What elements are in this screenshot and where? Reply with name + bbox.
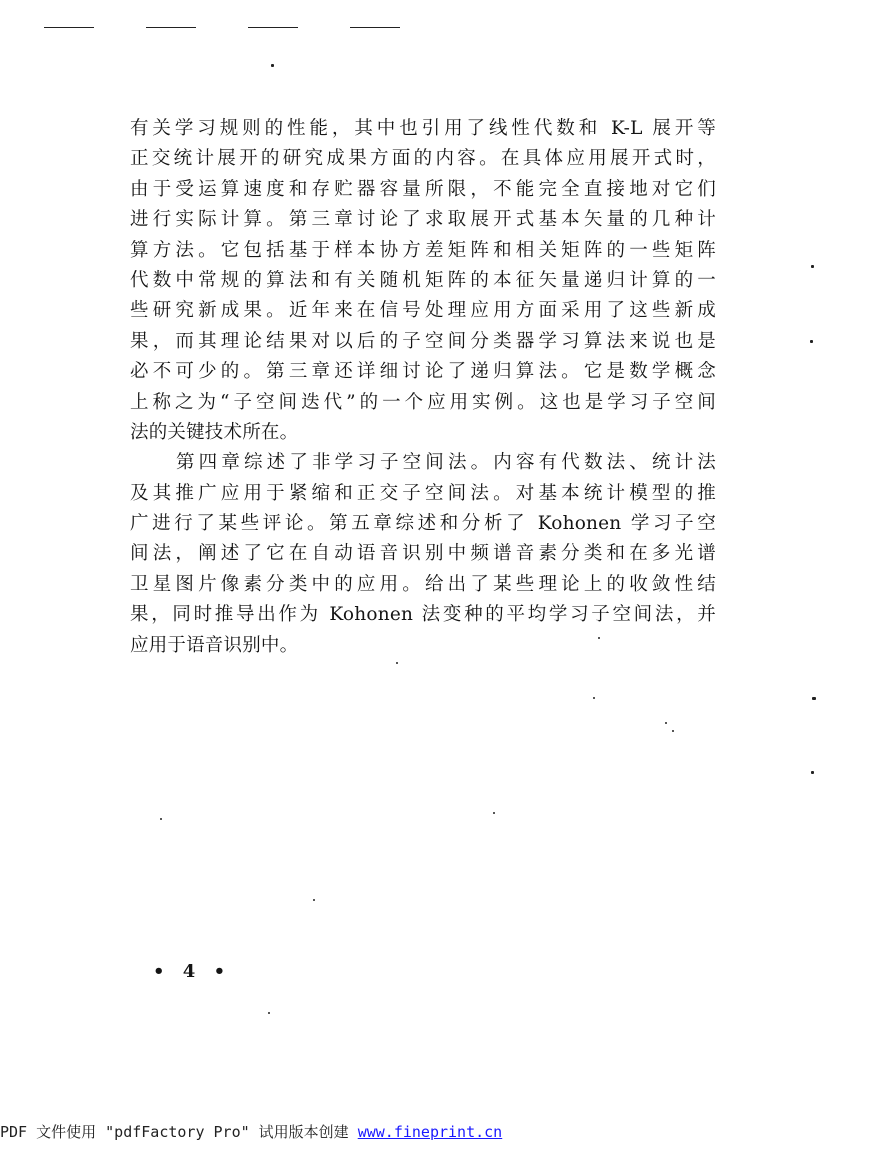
text-line: 果，同时推导出作为 Kohonen 法变种的平均学习子空间法，并 bbox=[130, 604, 716, 626]
text-line: 间法，阐述了它在自动语音识别中频谱音素分类和在多光谱 bbox=[130, 543, 716, 565]
text-line: 正交统计展开的研究成果方面的内容。在具体应用展开式时， bbox=[130, 148, 716, 170]
text-line: 法的关键技术所在。 bbox=[130, 421, 299, 443]
scan-speck bbox=[665, 722, 667, 724]
page-number: • 4 • bbox=[153, 961, 232, 982]
text-line: 第四章综述了非学习子空间法。内容有代数法、统计法 bbox=[176, 452, 716, 474]
text-line: 些研究新成果。近年来在信号处理应用方面采用了这些新成 bbox=[130, 300, 716, 322]
text-line: 及其推广应用于紧缩和正交子空间法。对基本统计模型的推 bbox=[130, 482, 716, 504]
scan-speck bbox=[493, 812, 495, 814]
text-line: 有关学习规则的性能，其中也引用了线性代数和 K-L 展开等 bbox=[130, 118, 716, 139]
text-line: 算方法。它包括基于样本协方差矩阵和相关矩阵的一些矩阵 bbox=[130, 239, 716, 261]
text-line: 广进行了某些评论。第五章综述和分析了 Kohonen 学习子空 bbox=[130, 513, 716, 535]
text-line: 代数中常规的算法和有关随机矩阵的本征矢量递归计算的一 bbox=[130, 269, 716, 291]
scan-speck bbox=[593, 697, 595, 699]
text-line: 果，而其理论结果对以后的子空间分类器学习算法来说也是 bbox=[130, 330, 716, 352]
footer-link[interactable]: www.fineprint.cn bbox=[357, 1123, 503, 1141]
text-line: 进行实际计算。第三章讨论了求取展开式基本矢量的几种计 bbox=[130, 209, 716, 231]
footer-text: PDF 文件使用 "pdfFactory Pro" 试用版本创建 bbox=[0, 1123, 358, 1141]
header-rule-2 bbox=[146, 27, 196, 28]
paragraph-2 bbox=[130, 448, 716, 661]
text-line: 必不可少的。第三章还详细讨论了递归算法。它是数学概念 bbox=[130, 361, 716, 383]
scan-speck bbox=[396, 662, 398, 664]
scan-speck bbox=[268, 1012, 270, 1014]
scan-speck bbox=[812, 697, 816, 700]
scan-speck bbox=[811, 265, 814, 268]
scan-speck bbox=[672, 730, 674, 732]
text-line: 卫星图片像素分类中的应用。给出了某些理论上的收敛性结 bbox=[130, 573, 716, 595]
header-rule-1 bbox=[44, 27, 94, 28]
pdf-footer bbox=[0, 1122, 502, 1142]
scan-speck bbox=[810, 340, 813, 343]
body-text bbox=[130, 114, 716, 661]
header-rule-4 bbox=[350, 27, 400, 28]
text-line: 上称之为“子空间迭代”的一个应用实例。这也是学习子空间 bbox=[130, 391, 716, 413]
scan-speck bbox=[811, 771, 814, 774]
scan-speck bbox=[160, 818, 162, 820]
text-line: 应用于语音识别中。 bbox=[130, 634, 299, 656]
header-rule-3 bbox=[248, 27, 298, 28]
scan-speck bbox=[271, 64, 274, 67]
paragraph-1 bbox=[130, 114, 716, 448]
scan-speck bbox=[313, 899, 315, 901]
text-line: 由于受运算速度和存贮器容量所限，不能完全直接地对它们 bbox=[130, 178, 716, 200]
